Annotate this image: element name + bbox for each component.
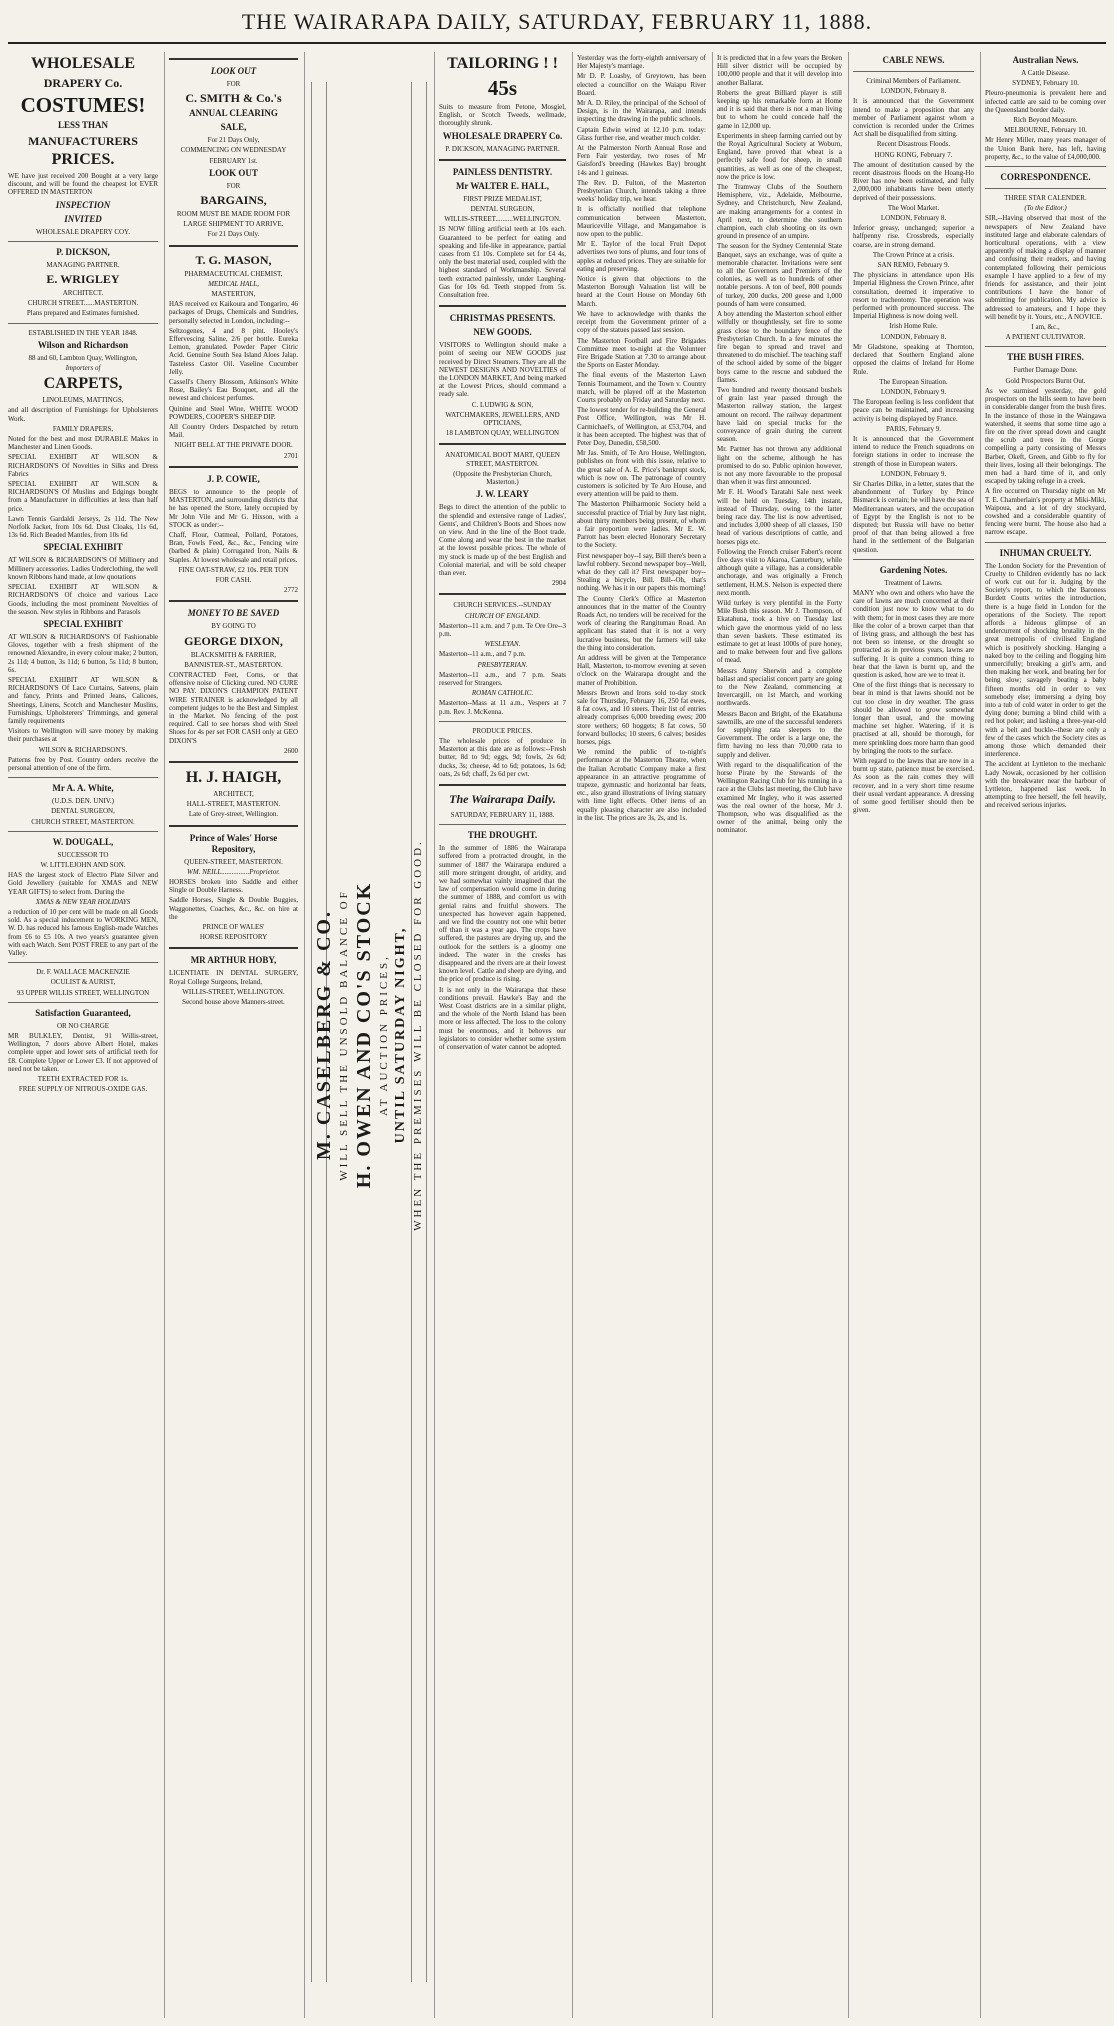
- ad-days2: For 21 Days Only.: [207, 230, 260, 239]
- ad-mack: Dr. F. WALLACE MACKENZIE: [36, 968, 130, 977]
- church-ce2: Masterton--11 a.m. and 7 p.m. Te Ore Ore--3 p.m.: [439, 621, 566, 638]
- ad-established: ESTABLISHED IN THE YEAR 1848.: [28, 328, 138, 337]
- ad-se3b: AT WILSON & RICHARDSON'S Of Millinery and Millinery accessories. Ladies Underclothing, the well known Ribbons hand made, at low quotations: [8, 556, 158, 581]
- news-item: Messrs Anny Sherwin and a complete ballast and specialist concert party are going to the New Zealand, commencing at Invercargill, on 1st March, and working northwards.: [717, 666, 842, 708]
- cable-dateline: LONDON, February 8.: [880, 214, 947, 223]
- ad-plans: Plans prepared and Estimates furnished.: [26, 309, 140, 318]
- ad-caselberg: M. CASELBERG & CO.: [313, 910, 335, 1160]
- ad-lookout2: LOOK OUT: [209, 167, 258, 178]
- ad-se5b: AT WILSON & RICHARDSON'S Of Fashionable Gloves, together with a fresh shipment of the renowned Alexandre, in every colour make; 2 button, 2s 11d; 4 button, 3s 11d; 6 button, 5s 11d; 8 button, 6s.: [8, 632, 158, 674]
- news-item: Two hundred and twenty thousand bushels of grain last year passed through the Masterton railway station, the largest amount on record. The railway department have laid on special trucks for the conveyance of grain during the current season.: [717, 385, 842, 444]
- ad-csmith: C. SMITH & Co.'s: [185, 91, 282, 106]
- column-6: [712, 52, 846, 2018]
- article-drought-title: THE DROUGHT.: [467, 830, 538, 841]
- news-item: Wild turkey is very plentiful in the Forty Mile Bush this season. Mr J. Thompson, of Ekatahuna, took a hive on Tuesday last which gave the enormous yield of no less than seven baskets. These estimated its estimate to get at least 1000s of pure honey, and to make between four and five gallons of mead.: [717, 599, 842, 665]
- ad-pd: P. DICKSON, MANAGING PARTNER.: [445, 144, 560, 153]
- church-wes: WESLEYAN.: [484, 640, 521, 649]
- ad-bargains: BARGAINS,: [200, 193, 267, 208]
- letter-text: SIR,--Having observed that most of the newspapers of New Zealand have instituted large and elaborate calendars of horticultural operations, with a view apparently of making a display of manner and confusing their readers, and having contemplated following their pernicious example I have applied to a few of my friends for assistance, and their joint contributions I have the honor of submitting for publication. My advice is addressed to amateurs, and I hope they will benefit by it. Yours, etc., A NOVICE.: [985, 214, 1106, 321]
- news-item: An address will be given at the Temperance Hall, Masterton, to-morrow evening at seven o'clock on the Wairarapa drought and the matter of Prohibition.: [577, 654, 706, 687]
- cable-dateline: HONG KONG, February 7.: [874, 150, 953, 159]
- ad-wilson: Wilson and Richardson: [37, 339, 129, 350]
- ad-tgl2: Cassell's Cherry Blossom, Atkinson's White Rose, Bailey's Eau Bouquet, and all the newest and choicest perfumes.: [169, 378, 298, 403]
- ad-less-than: LESS THAN: [57, 120, 109, 130]
- ad-drapery: DRAPERY Co.: [43, 76, 123, 90]
- news-item: Following the French cruiser Fabert's recent five days visit to Akaroa, Canterbury, while although quite a village, has a considerable anchorage, and was originally a French settlement, H.M.S. Nelson is expected there next month.: [717, 547, 842, 597]
- cable-dateline: LONDON, February 9.: [880, 387, 947, 396]
- ad-bulk: MR BULKLEY, Dentist, 91 Willis-street, Wellington, 7 doors above Albert Hotel, makes complete upper and lower sets of artificial teeth for £8. Complete Upper or Lower £3. If not approved of need not be taken.: [8, 1032, 158, 1073]
- produce-text: The wholesale prices of produce in Masterton at this date are as follows:--Fresh butter, 8d to 9d; eggs, 9d; fowls, 2s 6d; ducks, 3s; cheese, 4d to 6d; potatoes, 1s 6d; oats, 2s 6d; chaff, 2s 6d per cwt.: [439, 736, 566, 778]
- ad-se4: SPECIAL EXHIBIT AT WILSON & RICHARDSON'S Of choice and various Lace Goods, including the most prominent Novelties of the season. New styles in Ribbons and Parasols: [8, 583, 158, 616]
- divider: [8, 241, 158, 242]
- ad-hjarch: ARCHITECT,: [213, 789, 254, 798]
- ad-fine: FINE OAT-STRAW, £2 10s. PER TON: [178, 565, 289, 574]
- vertical-ad: [305, 52, 432, 2018]
- news-item: Pleuro-pneumonia is prevalent here and infected cattle are said to be coming over the Queensland border daily.: [985, 89, 1106, 114]
- ad-text: WE have just received 200 Bought at a very large discount, and will be found the cheapest lot EVER OFFERED IN MASTERTON: [8, 172, 158, 197]
- ad-address: 88 and 60, Lambton Quay, Wellington,: [28, 353, 138, 362]
- ad-days: For 21 Days Only,: [207, 136, 260, 145]
- church-pres2: Masterton--11 a.m., and 7 p.m. Seats reserved for Strangers.: [439, 670, 566, 687]
- letter-to-editor: (To the Editor.): [1024, 204, 1067, 213]
- gardening-subhead: Treatment of Lawns.: [884, 578, 943, 587]
- news-item: The Rev. D. Fulton, of the Masterton Presbyterian Church, intends taking a three weeks' holiday trip, we hear.: [577, 178, 706, 204]
- news-item: Mr Jas. Smith, of Te Aro House, Wellington, publishes on front with this issue, relative to the great sale of A. E. Price's bankrupt stock, which is now on. The patronage of country customers is solicited by Te Aro House, and every attention will be paid to them.: [577, 449, 706, 499]
- news-item: Experiments in sheep farming carried out by the Royal Agricultural Society at Woburn, England, have proved that wheat is a perfectly safe food for sheep, in small quantities, as well as one of the cheapest, now the price is low.: [717, 131, 842, 181]
- cable-subhead: The Wool Market.: [887, 203, 940, 212]
- ad-dougall: W. DOUGALL,: [52, 836, 114, 847]
- ad-dickson: P. DICKSON,: [56, 246, 110, 257]
- ad-invited: INVITED: [64, 213, 102, 224]
- ad-xpp: VISITORS to Wellington should make a point of seeing our NEW GOODS just received by Direct Steamers. They are all the NEWEST DESIGNS AND NOVELTIES of the LONDON MARKET, And being marked at the Lowest Prices, should command a ready sale.: [439, 341, 566, 399]
- ad-price: 45s: [487, 76, 518, 100]
- ad-teeth2: FREE SUPPLY OF NITROUS-OXIDE GAS.: [18, 1085, 148, 1094]
- ad-white2: (U.D.S. DEN. UNIV.): [52, 797, 114, 806]
- ad-boot2: (Opposite the Presbyterian Church, Masterton.): [453, 469, 552, 487]
- ad-pharm: PHARMACEUTICAL CHEMIST,: [184, 269, 283, 278]
- ad-going: BY GOING TO: [211, 622, 256, 631]
- ad-suits: Suits to measure from Petone, Mosgiel, English, or Scotch Tweeds, wellmade, thoroughly shrunk.: [439, 103, 566, 128]
- divider: [985, 188, 1106, 189]
- correspondence-heading: CORRESPONDENCE.: [1000, 172, 1091, 183]
- ad-hjlate: Late of Grey-street, Wellington.: [188, 810, 279, 819]
- news-item: The Masterton Philharmonic Society held a successful practice of Trial by Jury last night, about thirty members being present, of whom a fair proportion were ladies. Mr E. W. Parrott has been elected Honorary Secretary to the Society.: [577, 500, 706, 550]
- paper-date: SATURDAY, FEBRUARY 11, 1888.: [450, 810, 555, 819]
- ad-xmas: XMAS & NEW YEAR HOLIDAYS: [35, 897, 131, 906]
- ad-whp: IS NOW filling artificial teeth at 10s each. Guaranteed to be perfect for eating and speaking and life-like in appearance, partial cases from £1 10s. Complete set for £4 4s, only the best material used, coupled with the highest standard of Workmanship. Several teeth extracted painlessly, under Laughing-Gas for 10s 6d. Teeth stopped from 5s. Consultation free.: [439, 225, 566, 300]
- ad-for2: FOR: [226, 181, 241, 190]
- ad-comm: COMMENCING ON WEDNESDAY: [180, 146, 287, 155]
- bushfires-subhead: Further Damage Done.: [1013, 366, 1078, 375]
- ad-room: ROOM MUST BE MADE ROOM FOR: [176, 210, 291, 219]
- ad-visitors: Visitors to Wellington will save money by making their purchases at: [8, 727, 158, 744]
- cable-dateline: PARIS, February 9.: [886, 424, 941, 433]
- letter-title: THREE STAR CALENDER.: [1004, 194, 1087, 203]
- masthead: [0, 0, 1114, 48]
- divider: [439, 824, 566, 825]
- news-item: The lowest tender for re-building the General Post Office, Wellington, was Mr H. Carmichael's, of Wellington, at £53,704, and it has been accepted. The highest was that of Peter Doy, Dunedin, £58,500.: [577, 406, 706, 447]
- ad-haigh: H. J. HAIGH,: [185, 768, 282, 786]
- cable-item: Sir Charles Dilke, in a letter, states that the abandonment of Turkey by Prince Bismarck is certain; he will have the sea of Mediterranean waters, and the occupation of Egypt by the English is not to be disputed; but Russia will have no better proof of that than being allowed a free hand in the settlement of the Bulgarian question.: [853, 479, 974, 554]
- news-item: Mr F. H. Wood's Taratahi Sale next week will be held on Tuesday, 14th instant, instead of Thursday, owing to the latter being race day. The list is now advertised, and includes 3,000 sheep of all classes, 150 head of various descriptions of cattle, and horses pigs etc.: [717, 488, 842, 546]
- news-item: Mr Henry Miller, many years manager of the Union Bank here, has left, having property, &c., to the value of £4,000,000.: [985, 136, 1106, 161]
- ad-saturday: UNTIL SATURDAY NIGHT,: [393, 926, 408, 1144]
- ad-oc2: 93 UPPER WILLIS STREET, WELLINGTON: [16, 988, 150, 997]
- column-1: [4, 52, 162, 2018]
- ad-wd: WHOLESALE DRAPERY Co.: [442, 130, 563, 141]
- ad-xmas: CHRISTMAS PRESENTS.: [449, 313, 556, 324]
- cable-item: It is announced that the Government intend to reduce the French squadrons on foreign stations in order to increase the strength of those in European waters.: [853, 434, 974, 468]
- news-item: At the Palmerston North Annual Rose and Fern Fair yesterday, two roses of Mr Gaisford's breeding (Hawkes Bay) brought 14s and 1 guineas.: [577, 144, 706, 177]
- divider: [169, 245, 298, 247]
- cable-dateline: SAN REMO, February 9.: [877, 261, 950, 270]
- ad-num1: 2701: [284, 451, 298, 460]
- gardening-heading: Gardening Notes.: [879, 564, 948, 575]
- ad-saddle: Saddle Horses, Single & Double Buggies, Waggonettes, Coaches, &c., &c. on hire at the: [169, 896, 298, 921]
- ad-se3: SPECIAL EXHIBIT: [43, 542, 123, 553]
- ad-num3: 2600: [284, 746, 298, 755]
- news-item: A boy attending the Masterton school either wilfully or thoughtlessly, set fire to some grass close to the boundary fence of the Presbyterian Church. In a few minutes the fire began to spread and travel and threatened to do mischief. The teaching staff of the school aided by some of the bigger boys came to the rescue and subdued the flames.: [717, 310, 842, 384]
- ad-pw: Prince of Wales' Horse Repository,: [189, 832, 278, 854]
- ad-for: FOR: [226, 80, 241, 88]
- cruelty-text: The London Society for the Prevention of Cruelty to Children evidently has no lack of work cut out for it. Judging by the Society's report, to which the Baroness Burdett Coutts writes the introduction, there is a huge field in London for the operations of the Society. The report affords a hideous glimpse of an undercurrent of shocking brutality in the great metropolis of civilised England which is positively shocking. Hanging a naked boy to the ceiling and flogging him unmercifully; breaking a girl's arm, and then making her work, and beating her for being slow; savagely beating a baby fifteen months old in order to vex somebody else; immersing a dying boy into a tub of cold water in order to get the dying done; burning a blind child with a red hot poker; and lashing a three-year-old with a belt and buckle--these are only a few of the cases which the Society cites as among those which demanded their interference.: [985, 561, 1106, 759]
- cruelty-text: The accident at Lyttleton to the mechanic Lady Nowak, occasioned by her collision with the breakwater near the harbour of Lyttleton, happened last week. In attempting to free herself, the fell heavily, and received serious injuries.: [985, 760, 1106, 810]
- letter-signature: A PATIENT CULTIVATOR.: [1005, 333, 1086, 342]
- ad-mason: T. G. MASON,: [195, 252, 272, 267]
- cruelty-heading: INHUMAN CRUELTY.: [999, 547, 1092, 558]
- divider: [169, 947, 298, 949]
- bushfires-heading: THE BUSH FIRES.: [1007, 352, 1084, 363]
- ad-jpl: Chaff, Flour, Oatmeal, Pollard, Potatoes, Bran, Fowls Feed, &c., &c., Fencing wire (barbed & plain) Corrugated Iron, Nails & Staples. At lowest wholesale and retail prices.: [169, 530, 298, 564]
- ad-family: FAMILY DRAPERS,: [52, 424, 114, 433]
- news-item: Yesterday was the forty-eighth anniversary of Her Majesty's marriage.: [577, 54, 706, 71]
- ad-wrigley: E. WRIGLEY: [46, 272, 120, 287]
- cable-subhead: The Crown Prince at a crisis.: [872, 250, 955, 259]
- cable-subhead: The European Situation.: [879, 377, 948, 386]
- ad-jwp: Begs to direct the attention of the public to the splendid and extensive range of Ladies', Gents', and Children's Boots and Shoes now on view. And in the line of the Boot trade. Come along and wear the best in the market at the lowest possible prices. The whole of my stock is made up of the best English and Colonial material, and will be sold cheaper than ever.: [439, 503, 566, 577]
- ad-annual: ANNUAL CLEARING: [189, 108, 278, 119]
- ad-ludwig3: 18 LAMBTON QUAY, WELLINGTON: [445, 429, 560, 438]
- ad-masterton: MASTERTON,: [211, 290, 256, 299]
- ad-feb: FEBRUARY 1st.: [209, 156, 258, 165]
- australian-news-heading: Australian News.: [1012, 55, 1079, 65]
- ad-dougp2: a reduction of 10 per cent will be made on all Goods sold. As a special inducement to WORKING MEN, W. D. has reduced his famous English-made Watches from £6 to £5 10s. A two years's guarantee given with each Watch. Sent POST FREE to any part of the Valley.: [8, 907, 158, 957]
- ad-ludwig: C. LUDWIG & SON,: [471, 400, 534, 409]
- news-item: We remind the public of to-night's performance at the Masterton Theatre, when the Italian Acrobatic Company make a first appearance in an attractive programme of trapeze, gymnastic and horizontal bar feats, etc., also grand illustrations of living statuary with lime light effects. Other items of an equally pleasing character are also included in the list. The prices are 3s, 2s, and 1s.: [577, 748, 706, 822]
- ad-nocharge: OR NO CHARGE: [56, 1021, 110, 1030]
- cable-item: The European feeling is less confident that peace can be maintained, and increasing activity is being displayed by France.: [853, 398, 974, 423]
- ad-dougp: HAS the largest stock of Electro Plate Silver and Gold Jewellery (suitable for XMAS and NEW YEAR GIFTS) to select from. During the: [8, 871, 158, 896]
- news-item: Messrs Bacon and Bright, of the Ekatahuna sawmills, are one of the successful tenderers for supplying rata sleepers to the Government. The order is a large one, the firm having no less than 70,000 rata to supply and deliver.: [717, 709, 842, 759]
- ad-dent2: CHURCH STREET, MASTERTON.: [31, 817, 135, 826]
- paper-nameplate: The Wairarapa Daily.: [449, 791, 556, 806]
- divider: [8, 1002, 158, 1003]
- ad-litt: W. LITTLEJOHN AND SON.: [40, 860, 126, 869]
- divider: [853, 559, 974, 560]
- bushfires-subhead2: Gold Prospectors Burnt Out.: [1005, 376, 1086, 385]
- ad-carpets: CARPETS,: [43, 375, 123, 393]
- ad-noted: Noted for the best and most DURABLE Makes in Manchester and Linen Goods.: [8, 435, 158, 452]
- bushfires-text: A fire occurred on Thursday night on Mr T. E. Chamberlain's property at Miki-Miki, Waipoua, and a lot of dry stockyard, cowshed and a considerable quantity of fencing were burnt. The house also had a narrow escape.: [985, 487, 1106, 537]
- ad-large: LARGE SHIPMENT TO ARRIVE.: [183, 220, 284, 229]
- divider: [985, 166, 1106, 167]
- news-subhead: Rich Beyond Measure.: [1013, 116, 1078, 125]
- news-item: The Masterton Football and Fire Brigades Committee meet to-night at the Volunteer Fire Brigade Station at 7.30 to arrange about the Sports on Easter Monday.: [577, 336, 706, 370]
- church-rc: ROMAN CATHOLIC.: [471, 689, 534, 698]
- ad-partner: MANAGING PARTNER.: [46, 260, 120, 269]
- ad-hall: Mr WALTER E. HALL,: [455, 180, 550, 191]
- column-4: [434, 52, 570, 2018]
- ad-importers: Importers of: [65, 364, 101, 373]
- news-item: Notice is given that objections to the Masterton Borough Valuation list will be heard at the Court House on Monday 6th March.: [577, 275, 706, 308]
- divider: [169, 825, 298, 827]
- news-item: Mr. Partner has not thrown any additional light on the scheme, although he has promised to do so. Public opinion however, is not any more favourable to the proposal than when it was first announced.: [717, 445, 842, 487]
- news-item: It is predicted that in a few years the Broken Hill silver district will be occupied by 100,000 people and that it will develop into another Ballarat.: [717, 54, 842, 87]
- ad-inspection: INSPECTION: [55, 199, 111, 210]
- news-item: The final events of the Masterton Lawn Tennis Tournament, and the Town v. Country match, will be played off at the Masterton Courts probably on Friday and Saturday next.: [577, 371, 706, 404]
- cable-news-heading: CABLE NEWS.: [882, 55, 945, 65]
- news-item: Roberts the great Billiard player is still keeping up his remarkable form at Home and it is said that there is not a man living but to whom he could concede half the game in 12,000 up.: [717, 88, 842, 130]
- cable-item: The physicians in attendance upon His Imperial Highness the Crown Prince, after consultation, deemed it imperative to resort to tracheotomy. The operation was performed with pronounced success. The Imperial Highness is now doing well.: [853, 271, 974, 321]
- column-3-vertical-ad: [304, 52, 432, 2018]
- vertical-text: [312, 185, 426, 1885]
- ad-se2b: Lawn Tennis Gardaldi Jerseys, 2s 11d. The New Norfolk Jacket, from 10s 6d. Dust Cloaks, 11s 6d, 13s 6d. Rich Beaded Mantles, from 10s 6d: [8, 514, 158, 540]
- ad-se6: SPECIAL EXHIBIT AT WILSON & RICHARDSON'S Of Lace Curtains, Sateens, plain and fancy, Prints and Printed Jeans, Calicoes, Sheetings, Linens, Scotch and Manchester Muslins, Furnishings, Upholsterers' Trimmings, and general family requirements: [8, 675, 158, 725]
- ad-fp: FIRST PRIZE MEDALIST,: [463, 194, 542, 203]
- ad-oc: OCULIST & AURIST,: [50, 978, 116, 987]
- ad-dixon: GEORGE DIXON,: [184, 633, 283, 648]
- church-heading: CHURCH SERVICES.--SUNDAY: [453, 601, 552, 610]
- church-wes2: Masterton--11 a.m., and 7 p.m.: [439, 650, 526, 659]
- ad-bann: BANNISTER-ST., MASTERTON.: [184, 660, 283, 669]
- divider: [439, 305, 566, 307]
- news-item: The County Clerk's Office at Masterton announces that in the matter of the Country Roads Act, no tenders will be received for the work of clearing the Rangitumau Road. An applicant has stated that it is not a very lucrative business, but the farmers will take the thing into consideration.: [577, 594, 706, 652]
- ad-bs: BLACKSMITH & FARRIER,: [190, 650, 277, 659]
- ad-auction: AT AUCTION PRICES,: [378, 954, 390, 1116]
- divider: [169, 600, 298, 602]
- column-5: [572, 52, 710, 2018]
- ad-painless: PAINLESS DENTISTRY.: [452, 166, 553, 177]
- ad-money: MONEY TO BE SAVED: [187, 608, 280, 619]
- ad-gdp: CONTRACTED Feet, Corns, or that offensive noise of Clicking cured. NO CURE NO PAY. DIXON'S CHAMPION PATENT WIRE STRAINER is acknowledged by all competent judges to be the Best and Simplest in the Market. No fencing of the post required. Call to see horses shod with Steel Shoes for 4s per set FOR CASH only at GEO DIXON'S: [169, 670, 298, 745]
- news-item: First newspaper boy--I say, Bill there's been a lawful robbery. Second newspaper boy--Well, what do they call it? First newspaper boy--Stealing a bicycle, Bill. Bill--Oh, that's nothing. We has it in our papers this morning!: [577, 551, 706, 593]
- ad-medical: MEDICAL HALL,: [208, 279, 259, 288]
- divider: [985, 346, 1106, 347]
- divider: [439, 443, 566, 445]
- cable-subhead: Recent Disastrous Floods.: [876, 140, 951, 149]
- masthead-rule: [8, 42, 1106, 44]
- cable-item: Inferior greasy, unchanged; superior a halfpenny rise. Crossbreds, especially coarse, are in strong demand.: [853, 224, 974, 249]
- ad-pw2: PRINCE OF WALES': [202, 923, 265, 931]
- news-subhead: A Cattle Disease.: [1021, 69, 1070, 77]
- ad-hobyw: WILLIS-STREET, WELLINGTON.: [182, 987, 285, 996]
- ad-wdc: WHOLESALE DRAPERY COY.: [36, 227, 130, 236]
- cable-item: The amount of destitution caused by the recent disastrous floods on the Hoang-Ho River has now been estimated, and fully 2,000,000 inhabitants have been utterly deprived of their possessions.: [853, 160, 974, 202]
- ad-cowie: J. P. COWIE,: [207, 473, 260, 484]
- ad-jpp: BEGS to announce to the people of MASTERTON, and surrounding districts that he has opened the Store, lately occupied by Mr John Vile and Mr G. Hixson, with a STOCK as under:--: [169, 487, 298, 529]
- news-item: It is officially notified that telephone communication between Masterton, Mauriceville Village, and Mangamahoe is now open to the public.: [577, 205, 706, 239]
- divider: [439, 721, 566, 722]
- gardening-text: One of the first things that is necessary to bear in mind is that lawns should not be cut too close in dry weather. The grass should be allowed to grow somewhat longer than usual, and the mowing machine set higher. Watering, if it is practised at all, should be thorough, for mere sprinkling does more harm than good by bringing the roots to the surface.: [853, 681, 974, 755]
- gardening-text: MANY who own and others who have the care of lawns are much concerned at their condition just now to know what to do with them; for in most cases they are more like the color of a brown carpet than that of living grass, and although the best has not been so intense, or the drought so protracted as in previous years, lawns are suffering. It is quite a common thing to hear that the lawn is burnt up, and the question is asked, how are we to treat it.: [853, 588, 974, 679]
- news-item: Mr D. P. Loasby, of Greytown, has been elected a councillor on the Waiapu River Board.: [577, 72, 706, 97]
- divider: [8, 831, 158, 832]
- ad-se2: SPECIAL EXHIBIT AT WILSON & RICHARDSON'S Of Muslins and Edgings bought from a Manufacturer in difficulties at less than half price.: [8, 480, 158, 513]
- ad-tgl4: All Country Orders Despatched by return Mail.: [169, 423, 298, 440]
- ad-teeth: TEETH EXTRACTED FOR 1s.: [37, 1075, 129, 1084]
- ad-tailoring: TAILORING ! !: [447, 55, 558, 72]
- ad-hjaddr: HALL-STREET, MASTERTON.: [186, 800, 281, 809]
- ad-sat: Satisfaction Guaranteed,: [35, 1007, 131, 1018]
- news-item: We have to acknowledge with thanks the receipt from the Government printer of a copy of the statues passed last session.: [577, 309, 706, 335]
- divider: [985, 542, 1106, 543]
- cable-item: Mr Gladstone, speaking at Thornton, declared that Southern England alone opposed the claims of Ireland for Home Rule.: [853, 342, 974, 376]
- letter-signoff: I am, &c.,: [1031, 323, 1060, 332]
- divider: [439, 593, 566, 595]
- ad-se5: SPECIAL EXHIBIT: [43, 618, 123, 629]
- church-pres: PRESBYTERIAN.: [477, 660, 528, 669]
- article-drought-p1: In the summer of 1886 the Wairarapa suffered from a protracted drought, in the summer of 1887 the Wairarapa endured a still more stringent drought, of aridity, and we had somewhat vainly imagined that the law of compensation would come in during the summer of 1888, and comfort us with genial rains and fruitful showers. The unexpected has however again happened, and we find the country not one whit better off than it was a year ago. The crops have suffered, the pastures are drying up, and the outlook for the settlers is a gloomy one indeed. The water in the creeks has disappeared and the rivers are at their lowest known level. Cattle and sheep are dying, and the price of produce is rising.: [439, 844, 566, 984]
- ad-hobyw2: Second house above Manners-street.: [182, 998, 285, 1007]
- ad-dent: DENTAL SURGEON,: [51, 807, 115, 816]
- news-item: Captain Edwin wired at 12.10 p.m. today: Glass further rise, and weather much colder.: [577, 125, 706, 142]
- news-item: Mr E. Taylor of the local Fruit Depot advertises two tons of plums, and four tons of apples at reduced prices. They are suitable for eating and preserving.: [577, 240, 706, 273]
- ad-willis: WILLIS-STREET..........WELLINGTON.: [444, 215, 561, 224]
- ad-will-sell: WILL SELL THE UNSOLD BALANCE OF: [338, 889, 350, 1181]
- ad-lino: LINOLEUMS, MATTINGS,: [42, 396, 124, 405]
- ad-horses: HORSES broken into Saddle and either Single or Double Harness.: [169, 877, 298, 895]
- divider: [169, 58, 298, 60]
- ad-church: CHURCH STREET......MASTERTON.: [27, 299, 139, 308]
- ad-furn: and all description of Furnishings for Upholsterers Work.: [8, 406, 158, 423]
- ad-owen: H. OWEN AND CO'S STOCK: [353, 881, 375, 1189]
- news-item: With regard to the disqualification of the horse Pirate by the Stewards of the Wellington Racing Club for his running in a race at the Clubs last meeting, the Club have examined Mr Ingley, who it was asserted was the real owner of the horse, Mr J. Thompson, who was disqualified as the owner of the animal, being only the nominator.: [717, 760, 842, 835]
- news-item: Mr A. D. Riley, the principal of the School of Design, is in the Wairarapa, and intends inspecting the drawing in the public schools.: [577, 99, 706, 124]
- divider: [439, 159, 566, 161]
- ad-tgl3: Quinine and Steel Wine, WHITE WOOD POWDERS, COOPER'S SHEEP DIP.: [169, 404, 298, 421]
- ad-neill: WM. NEILL................Proprietor.: [187, 867, 280, 876]
- ad-hoby: MR ARTHUR HOBY,: [190, 955, 277, 966]
- ad-cash: FOR CASH.: [215, 575, 252, 584]
- ad-succ: SUCCESSOR TO: [57, 850, 109, 859]
- ad-manufacturers: MANUFACTURERS: [28, 134, 138, 148]
- ad-newgoods: NEW GOODS.: [473, 327, 532, 338]
- masthead-title: THE WAIRARAPA DAILY, SATURDAY, FEBRUARY 11, 1888.: [241, 9, 873, 34]
- ad-lookout: LOOK OUT: [210, 66, 257, 76]
- column-2: [164, 52, 302, 2018]
- ad-hr: HORSE REPOSITORY: [199, 933, 268, 942]
- ad-night: NIGHT BELL AT THE PRIVATE DOOR.: [174, 441, 293, 450]
- cable-dateline: LONDON, February 9.: [880, 469, 947, 478]
- cable-dateline: LONDON, February 8.: [880, 87, 947, 96]
- cable-subhead: Criminal Members of Parliament.: [866, 77, 961, 85]
- divider: [169, 466, 298, 468]
- news-item: The Tramway Clubs of the Southern Hemisphere, viz., Adelaide, Melbourne, Sydney, and Christchurch, New Zealand, are making arrangements for a contest in April next, to determine the southern champion, each club shooting on its own ground in presence of an umpire.: [717, 183, 842, 241]
- church-ce: CHURCH OF ENGLAND.: [464, 611, 541, 620]
- ad-qs: QUEEN-STREET, MASTERTON.: [184, 857, 283, 866]
- news-item: The season for the Sydney Centennial State Banquet, says an exchange, was of quite a memorable character. Invitations were sent to all the Governors and Premiers of the colonies, as well as to hundreds of other notable persons. A ton of beef, 800 pounds of turkey, 200 ducks, 200 geese and 1,000 pounds of ham were consumed.: [717, 242, 842, 308]
- gardening-text: With regard to the lawns that are now in a burnt up state, patience must be exercised. As soon as the rain comes they will recover, and in a very short time resume their usual verdant appearance. A dressing of some good fertiliser should then be given.: [853, 757, 974, 815]
- ad-closed: WHEN THE PREMISES WILL BE CLOSED FOR GOOD.: [412, 839, 424, 1231]
- ad-tgp: HAS received ex Kaikoura and Tongariro, 46 packages of Drugs, Chemicals and Sundries, personally selected in London, including:--: [169, 300, 298, 325]
- news-dateline: MELBOURNE, February 10.: [1004, 126, 1087, 135]
- article-drought-p2: It is not only in the Wairarapa that these conditions prevail. Hawke's Bay and the West Coast districts are in a similar plight, and the whole of the North Island has been more or less affected. The loss to the colony must be enormous, and it behoves our legislators to consider whether some system of conservation of water cannot be adopted.: [439, 985, 566, 1052]
- ad-wholesale: WHOLESALE: [30, 55, 136, 72]
- divider: [439, 784, 566, 786]
- cable-dateline: LONDON, February 8.: [880, 332, 947, 341]
- divider: [169, 761, 298, 763]
- news-dateline: SYDNEY, February 10.: [1012, 79, 1079, 88]
- ad-boot: ANATOMICAL BOOT MART, QUEEN STREET, MASTERTON.: [445, 451, 560, 468]
- ad-costumes: COSTUMES!: [20, 93, 146, 117]
- ad-white: Mr A. A. White,: [52, 783, 114, 794]
- divider: [8, 777, 158, 778]
- column-7: [848, 52, 978, 2018]
- ad-ds: DENTAL SURGEON,: [470, 205, 535, 214]
- column-8: [980, 52, 1110, 2018]
- divider: [853, 71, 974, 72]
- ad-hobyp: LICENTIATE IN DENTAL SURGERY, Royal College Surgeons, Ireland,: [169, 969, 298, 986]
- produce-heading: PRODUCE PRICES.: [472, 726, 533, 735]
- ad-num2: 2772: [284, 586, 298, 595]
- ad-sale: SALE,: [220, 122, 247, 133]
- ad-num: 2904: [552, 579, 566, 588]
- divider: [8, 323, 158, 324]
- ad-ludwig2: WATCHMAKERS, JEWELLERS, AND OPTICIANS,: [445, 410, 560, 428]
- ad-leary: J. W. LEARY: [476, 489, 529, 500]
- ad-tgl: Seltzogenes, 4 and 8 pint. Hooley's Effervescing Saline, 2/6 per bottle. Eureka Lemon, granulated. Powder Paper Citric Acid. Genuine South Sea Island Aloes Jalap. Tasteless Castor Oil. Vaseline Cucumber Jelly.: [169, 326, 298, 376]
- ad-se1: SPECIAL EXHIBIT AT WILSON & RICHARDSON'S Of Novelties in Silks and Dress Fabrics: [8, 453, 158, 478]
- bushfires-text: As we surmised yesterday, the gold prospectors on the hills seem to have been in considerable danger from the bush fires. In the instance of those in the Waingawa watershed, it seems that some time ago a fire on the river spread down and caught the scrub and trees in the Gorge compelling a party consisting of Messrs Barber, Okeft, Green, and Gibb to fly for their lives, losing all their belongings. The men had a hard time of it, and only escaped by taking refuge in a creek.: [985, 386, 1106, 486]
- cable-subhead: Irish Home Rule.: [889, 322, 938, 331]
- ad-architect: ARCHITECT.: [62, 289, 104, 298]
- cable-item: It is announced that the Government intend to make a proposition that any member of Parliament against whom a conviction is recorded under the Crimes Act shall be disqualified from sitting.: [853, 97, 974, 139]
- ad-pattern: Patterns free by Post. Country orders receive the personal attention of one of the firm.: [8, 755, 158, 772]
- ad-prices: PRICES.: [51, 151, 115, 168]
- ad-wr2: WILSON & RICHARDSON'S.: [38, 745, 128, 754]
- divider: [8, 962, 158, 963]
- church-rc2: Masterton--Mass at 11 a.m., Vespers at 7 p.m. Rev. J. McKenna.: [439, 699, 566, 716]
- news-item: Messrs Brown and Irons sold to-day stock sale for Thursday, February 16, 250 fat ewes, 8 fat cows, and 10 steers. Their list of entries already comprises 6,000 breeding ewes; 200 store wethers; 60 hoggets; 8 fat cows, 50 forward bullocks; 10 steers, 6 calves; besides horses, pigs.: [577, 688, 706, 747]
